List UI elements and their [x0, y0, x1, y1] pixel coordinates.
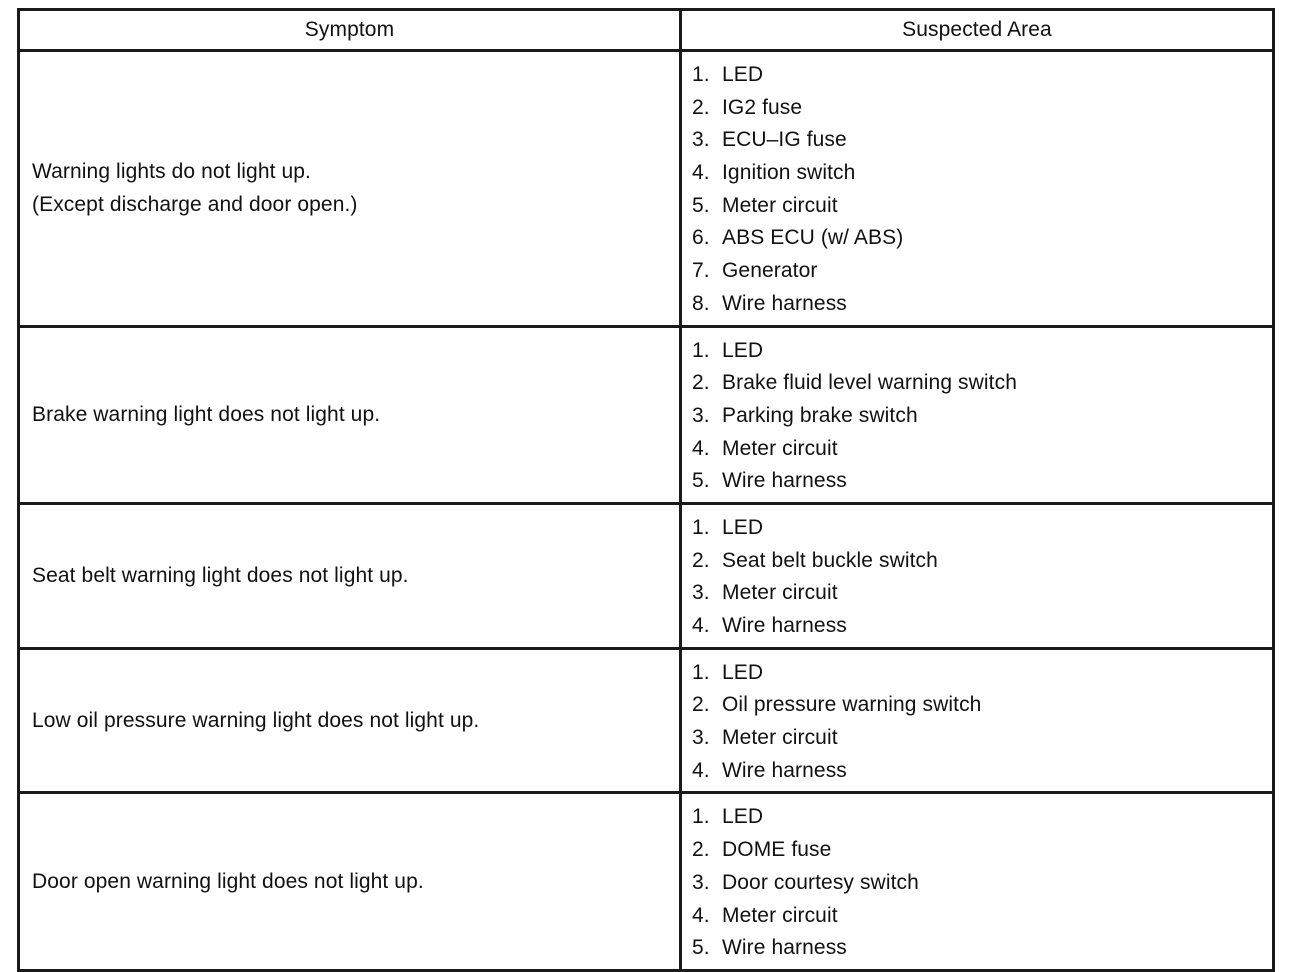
- suspected-area-list: [682, 59, 1272, 321]
- list-item: [692, 465, 1272, 498]
- list-item-number: 4.: [692, 161, 710, 185]
- list-item-text: Meter circuit: [722, 903, 838, 927]
- list-item: [692, 157, 1272, 190]
- list-item: [692, 755, 1272, 788]
- suspected-area-cell: [681, 793, 1274, 970]
- table-body: [19, 51, 1274, 971]
- list-item-text: Meter circuit: [722, 726, 838, 750]
- symptom-cell: [19, 648, 681, 793]
- header-row: [19, 10, 1274, 51]
- list-item-number: 8.: [692, 291, 710, 315]
- list-item-number: 3.: [692, 403, 710, 427]
- list-item-text: Brake fluid level warning switch: [722, 371, 1017, 395]
- list-item-number: 2.: [692, 371, 710, 395]
- list-item: [692, 222, 1272, 255]
- symptom-text: (Except discharge and door open.): [32, 193, 358, 217]
- list-item-text: LED: [722, 515, 764, 539]
- list-item-number: 2.: [692, 693, 710, 717]
- list-item: [692, 512, 1272, 545]
- list-item-text: Wire harness: [722, 758, 847, 782]
- header-suspected-area: Suspected Area: [681, 10, 1274, 51]
- list-item-number: 2.: [692, 95, 710, 119]
- list-item: [692, 335, 1272, 368]
- list-item-number: 1.: [692, 63, 710, 86]
- list-item-number: 5.: [692, 193, 710, 217]
- list-item-number: 1.: [692, 660, 710, 684]
- troubleshooting-table: [17, 8, 1275, 972]
- symptom-text: Seat belt warning light does not light up.: [32, 564, 409, 588]
- list-item: [692, 400, 1272, 433]
- suspected-area-list: [682, 512, 1272, 643]
- list-item-text: Meter circuit: [722, 436, 838, 460]
- list-item-number: 3.: [692, 128, 710, 152]
- list-item-number: 2.: [692, 548, 710, 572]
- header-symptom: Symptom: [19, 10, 681, 51]
- list-item-text: DOME fuse: [722, 838, 832, 862]
- list-item-number: 1.: [692, 515, 710, 539]
- list-item-text: Ignition switch: [722, 161, 856, 185]
- list-item-number: 4.: [692, 758, 710, 782]
- list-item-number: 1.: [692, 805, 710, 829]
- list-item-text: Parking brake switch: [722, 403, 918, 427]
- list-item: [692, 689, 1272, 722]
- table-row: [19, 51, 1274, 327]
- list-item-number: 5.: [692, 469, 710, 493]
- list-item: [692, 92, 1272, 125]
- list-item: [692, 900, 1272, 933]
- symptom-text: Warning lights do not light up.: [32, 160, 311, 184]
- list-item-text: ECU–IG fuse: [722, 128, 847, 152]
- suspected-area-list: [682, 657, 1272, 788]
- list-item-text: Wire harness: [722, 291, 847, 315]
- list-item: [692, 433, 1272, 466]
- list-item-number: 3.: [692, 726, 710, 750]
- list-item-number: 3.: [692, 870, 710, 894]
- list-item-text: Seat belt buckle switch: [722, 548, 938, 572]
- symptom-text: Brake warning light does not light up.: [32, 403, 381, 427]
- list-item-number: 2.: [692, 838, 710, 862]
- symptom-cell: [19, 326, 681, 503]
- suspected-area-cell: [681, 648, 1274, 793]
- list-item-text: LED: [722, 63, 764, 86]
- list-item: [692, 59, 1272, 92]
- list-item-text: Generator: [722, 259, 818, 283]
- list-item-number: 4.: [692, 614, 710, 637]
- symptom-cell: [19, 503, 681, 648]
- list-item-number: 3.: [692, 581, 710, 605]
- list-item: [692, 834, 1272, 867]
- list-item-text: Meter circuit: [722, 581, 838, 605]
- list-item: [692, 801, 1272, 834]
- list-item-text: LED: [722, 660, 764, 684]
- list-item-number: 5.: [692, 936, 710, 960]
- suspected-area-cell: [681, 503, 1274, 648]
- list-item-number: 6.: [692, 226, 710, 250]
- list-item: [692, 577, 1272, 610]
- suspected-area-cell: [681, 326, 1274, 503]
- symptom-cell: [19, 51, 681, 327]
- list-item: [692, 722, 1272, 755]
- list-item-text: Wire harness: [722, 614, 847, 637]
- symptom-text: Low oil pressure warning light does not light up.: [32, 709, 480, 733]
- suspected-area-list: [682, 335, 1272, 498]
- list-item-text: LED: [722, 338, 764, 362]
- list-item-text: Oil pressure warning switch: [722, 693, 982, 717]
- list-item-text: Door courtesy switch: [722, 870, 919, 894]
- table-row: [19, 793, 1274, 970]
- list-item: [692, 255, 1272, 288]
- list-item: [692, 124, 1272, 157]
- list-item-text: Wire harness: [722, 469, 847, 493]
- list-item-text: Wire harness: [722, 936, 847, 960]
- list-item-number: 7.: [692, 259, 710, 283]
- table-row: [19, 648, 1274, 793]
- list-item: [692, 867, 1272, 900]
- list-item-text: IG2 fuse: [722, 95, 803, 119]
- list-item-text: Meter circuit: [722, 193, 838, 217]
- list-item-number: 4.: [692, 903, 710, 927]
- list-item-text: ABS ECU (w/ ABS): [722, 226, 904, 250]
- list-item: [692, 190, 1272, 223]
- table-row: [19, 503, 1274, 648]
- list-item: [692, 367, 1272, 400]
- symptom-text: Door open warning light does not light up.: [32, 870, 424, 894]
- list-item-number: 4.: [692, 436, 710, 460]
- list-item: [692, 932, 1272, 965]
- list-item: [692, 545, 1272, 578]
- suspected-area-list: [682, 801, 1272, 964]
- list-item: [692, 288, 1272, 321]
- list-item: [692, 657, 1272, 690]
- list-item-number: 1.: [692, 338, 710, 362]
- table-row: [19, 326, 1274, 503]
- symptom-cell: [19, 793, 681, 970]
- suspected-area-cell: [681, 51, 1274, 327]
- list-item-text: LED: [722, 805, 764, 829]
- list-item: [692, 610, 1272, 643]
